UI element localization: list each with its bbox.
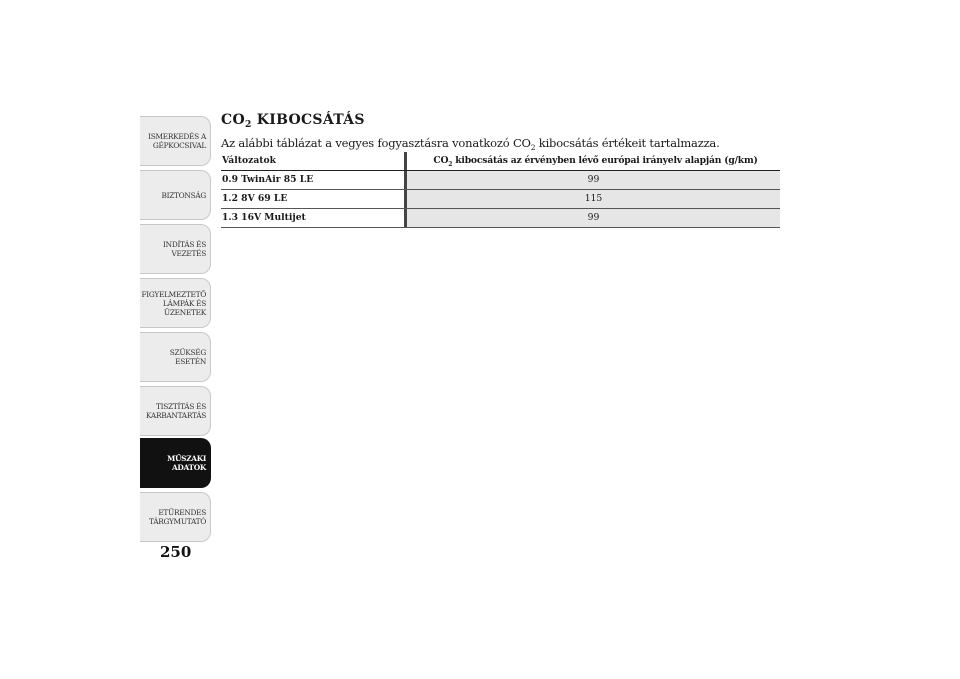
- tab-biztonsag[interactable]: BIZTONSÁG: [140, 170, 211, 220]
- col-header-variants: Változatok: [222, 155, 277, 166]
- col2-prefix: CO: [433, 155, 449, 166]
- col2-suffix: kibocsátás az érvényben lévő európai irányelv alapján (g/km): [452, 155, 758, 166]
- table-row: [221, 190, 780, 209]
- section-title: [221, 110, 781, 130]
- tab-tisztitas[interactable]: TISZTÍTÁS ÉS KARBANTARTÁS: [140, 386, 211, 436]
- table-row: [221, 209, 780, 228]
- emission-cell: 99: [407, 171, 780, 189]
- title-suffix: KIBOCSÁTÁS: [251, 112, 365, 128]
- intro-subscript: 2: [530, 143, 536, 152]
- intro-suffix: kibocsátás értékeit tartalmazza.: [535, 136, 720, 150]
- col-header-emission: [407, 152, 780, 170]
- variant-cell: 1.3 16V Multijet: [222, 212, 306, 223]
- tab-ismerkedes[interactable]: ISMERKEDÉS A GÉPKOCSIVAL: [140, 116, 211, 166]
- co2-table: [221, 152, 780, 228]
- tab-inditas[interactable]: INDÍTÁS ÉS VEZETÉS: [140, 224, 211, 274]
- variant-cell: 0.9 TwinAir 85 LE: [222, 174, 314, 185]
- emission-cell: 115: [407, 190, 780, 208]
- intro-text: [221, 136, 781, 150]
- tab-szukseg[interactable]: SZÜKSÉG ESETÉN: [140, 332, 211, 382]
- page-number: 250: [160, 543, 192, 561]
- emission-cell: 99: [407, 209, 780, 227]
- variant-cell: 1.2 8V 69 LE: [222, 193, 288, 204]
- col2-subscript: 2: [448, 161, 453, 168]
- title-subscript: 2: [244, 119, 252, 130]
- intro-prefix: Az alábbi táblázat a vegyes fogyasztásra vonatkozó CO: [221, 136, 531, 150]
- main-content: [221, 110, 781, 228]
- tab-muszaki-adatok[interactable]: MŰSZAKI ADATOK: [140, 438, 211, 488]
- tab-figyelmezteto[interactable]: FIGYELMEZTETŐ LÁMPÁK ÉS ÜZENETEK: [140, 278, 211, 328]
- table-row: [221, 171, 780, 190]
- table-header: [221, 152, 780, 171]
- tab-targymutato[interactable]: ETŰRENDES TÁRGYMUTATÓ: [140, 492, 211, 542]
- title-prefix: CO: [221, 112, 245, 128]
